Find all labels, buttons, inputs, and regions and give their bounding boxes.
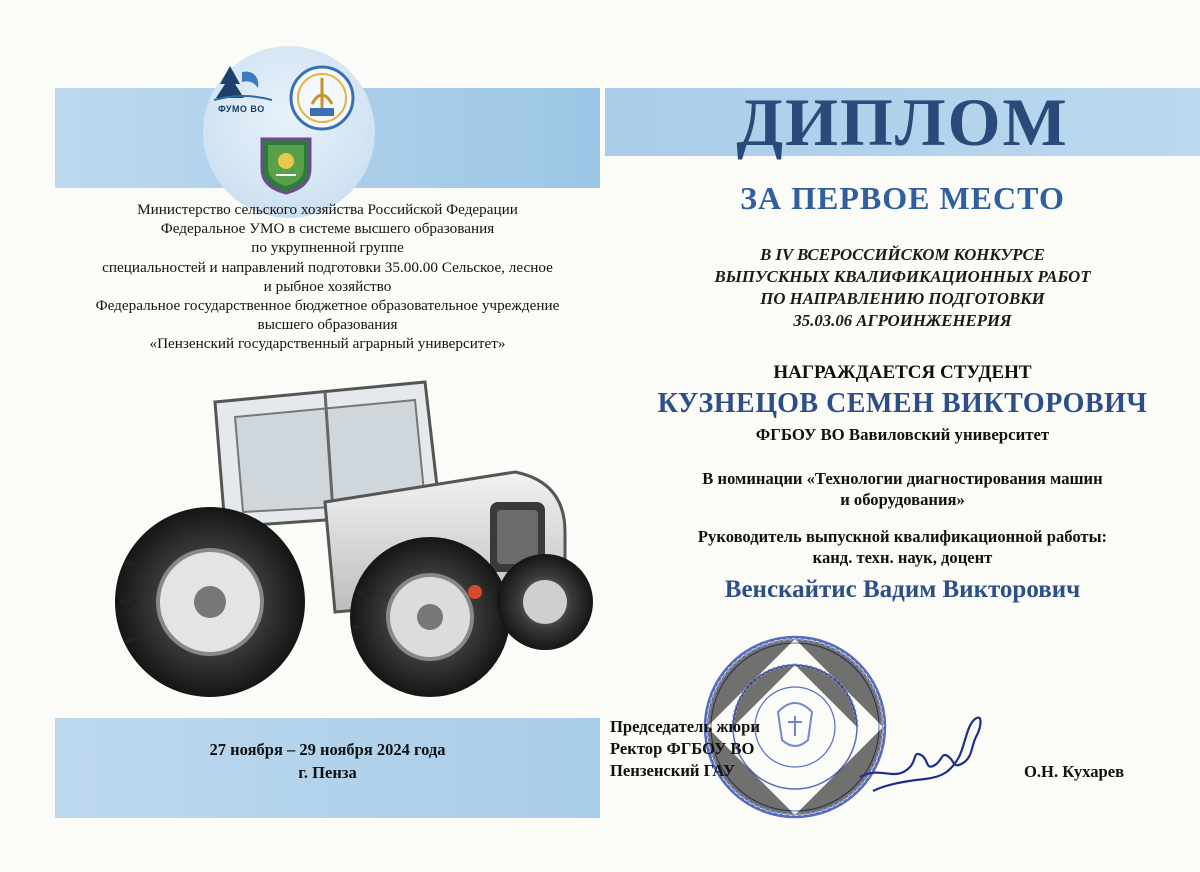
jury-line: Председатель жюри (610, 717, 760, 736)
ministry-line: по укрупненной группе (251, 239, 404, 257)
event-info (55, 738, 600, 784)
jury-line: Пензенский ГАУ (610, 761, 736, 780)
ministry-line: Федеральное УМО в системе высшего образования (160, 220, 495, 238)
contest-line: ВЫПУСКНЫХ КВАЛИФИКАЦИОННЫХ РАБОТ (714, 267, 1091, 286)
contest-line: В IV ВСЕРОССИЙСКОМ КОНКУРСЕ (760, 245, 1045, 264)
signature-icon (855, 705, 995, 795)
emblem-logo-icon (288, 64, 356, 132)
supervisor-block (605, 526, 1200, 568)
nomination-line: В номинации «Технологии диагностирования машин (702, 469, 1103, 488)
tractor-icon (95, 362, 595, 702)
supervisor-line: канд. техн. наук, доцент (812, 548, 993, 567)
shield-logo-icon (258, 135, 314, 195)
diploma-title: ДИПЛОМ (736, 84, 1069, 160)
place-heading: ЗА ПЕРВОЕ МЕСТО (740, 180, 1065, 216)
contest-line: ПО НАПРАВЛЕНИЮ ПОДГОТОВКИ (760, 289, 1045, 308)
nomination-block (605, 468, 1200, 510)
awarded-heading: НАГРАЖДАЕТСЯ СТУДЕНТ (773, 362, 1032, 383)
contest-block (605, 244, 1200, 332)
student-name: КУЗНЕЦОВ СЕМЕН ВИКТОРОВИЧ (657, 388, 1148, 419)
logo-caption: ФУМО ВО (218, 104, 265, 114)
student-university: ФГБОУ ВО Вавиловский университет (755, 425, 1050, 444)
supervisor-line: Руководитель выпускной квалификационной работы: (697, 527, 1108, 546)
ministry-line: специальностей и направлений подготовки 35.00.00 Сельское, лесное (102, 258, 553, 276)
supervisor-name: Венскайтис Вадим Викторович (724, 576, 1081, 603)
event-dates: 27 ноября – 29 ноября 2024 года (209, 740, 446, 759)
jury-block (610, 716, 810, 782)
nomination-line: и оборудования» (840, 490, 965, 509)
ministry-block (55, 200, 600, 354)
ministry-line: и рыбное хозяйство (263, 277, 392, 295)
fumo-logo-icon (208, 62, 278, 124)
ministry-line: Министерство сельского хозяйства Российской Федерации (137, 201, 518, 218)
event-city: г. Пенза (298, 763, 357, 782)
rector-name: О.Н. Кухарев (1024, 762, 1125, 781)
ministry-line: Федеральное государственное бюджетное образовательное учреждение (95, 297, 560, 315)
jury-line: Ректор ФГБОУ ВО (610, 739, 755, 758)
ministry-line: «Пензенский государственный аграрный университет» (149, 335, 506, 353)
contest-line: 35.03.06 АГРОИНЖЕНЕРИЯ (793, 311, 1012, 330)
ministry-line: высшего образования (257, 316, 398, 334)
